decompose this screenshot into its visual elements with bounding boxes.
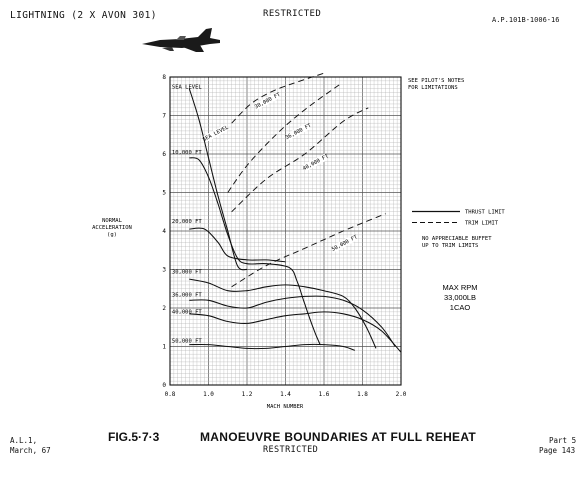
buffet-note-line: UP TO TRIM LIMITS (422, 243, 479, 249)
x-axis-title: MACH NUMBER (266, 404, 304, 410)
amendment-list: A.L.1, (10, 436, 38, 445)
x-tick-label: 0.8 (164, 391, 176, 398)
y-tick-label: 8 (162, 74, 166, 81)
y-axis-title-line: (g) (107, 232, 117, 238)
classification-header: RESTRICTED (263, 9, 322, 19)
chart-grid (170, 77, 401, 385)
x-tick-label: 1.6 (318, 391, 330, 398)
conditions-block (442, 283, 477, 312)
page-number: Page 143 (539, 446, 576, 455)
figure-number: FIG.5·7·3 (108, 430, 160, 444)
buffet-note-line: NO APPRECIABLE BUFFET (422, 236, 492, 242)
y-tick-label: 6 (162, 151, 166, 158)
thrust-curve-label: 20,000 FT (171, 219, 202, 226)
condition-line: 1CAO (449, 303, 471, 312)
figure-caption: MANOEUVRE BOUNDARIES AT FULL REHEAT (200, 430, 477, 444)
thrust-limit-line (189, 344, 354, 350)
x-tick-label: 1.8 (357, 391, 368, 398)
y-tick-label: 4 (162, 228, 166, 235)
x-tick-label: 1.0 (203, 391, 214, 398)
legend-trim-label: TRIM LIMIT (465, 220, 499, 227)
part-number: Part 5 (549, 436, 577, 445)
limitations-note (408, 78, 464, 91)
x-tick-label: 1.4 (280, 391, 291, 398)
trim-curve-label: SEA LEVEL (201, 124, 230, 144)
thrust-curve-label: 50,000 FT (171, 338, 202, 345)
condition-line: 33,000LB (443, 293, 477, 302)
thrust-curve-label: SEA LEVEL (171, 84, 202, 91)
y-tick-label: 5 (162, 189, 166, 197)
y-tick-label: 7 (162, 112, 166, 120)
thrust-limit-line (189, 279, 376, 348)
trim-curve-label: 36,000 FT (284, 122, 313, 142)
legend (412, 210, 505, 250)
y-tick-label: 1 (162, 343, 166, 351)
document-reference: A.P.101B-1006-16 (492, 16, 560, 24)
condition-line: MAX RPM (442, 283, 478, 292)
y-axis-ticks (162, 74, 166, 389)
trim-curve-label: 40,000 FT (302, 153, 330, 172)
classification-footer: RESTRICTED (263, 445, 319, 455)
thrust-curve-label: 40,000 FT (171, 309, 202, 316)
x-axis-ticks (165, 391, 407, 398)
y-axis-title-line: NORMAL (102, 218, 122, 224)
y-tick-label: 0 (162, 382, 166, 389)
trim-curve-label: 50,000 FT (330, 234, 359, 253)
note-line: FOR LIMITATIONS (408, 85, 458, 91)
thrust-curve-label: 30,000 FT (171, 269, 202, 276)
y-tick-label: 3 (162, 266, 166, 274)
legend-thrust-label: THRUST LIMIT (465, 209, 505, 216)
amendment-date: March, 67 (10, 446, 51, 455)
note-line: SEE PILOT'S NOTES (408, 78, 465, 84)
y-axis-title-line: ACCELERATION (92, 225, 132, 231)
document-title: LIGHTNING (2 X AVON 301) (10, 10, 157, 21)
thrust-curve-label: 10,000 FT (171, 149, 202, 156)
thrust-limit-line (189, 228, 285, 262)
y-axis-title (92, 218, 132, 238)
x-tick-label: 1.2 (241, 391, 253, 398)
x-tick-label: 2.0 (395, 391, 407, 398)
y-tick-label: 2 (162, 305, 166, 312)
thrust-curve-label: 36,000 FT (171, 292, 202, 299)
trim-curve-label: 30,000 FT (253, 91, 282, 111)
